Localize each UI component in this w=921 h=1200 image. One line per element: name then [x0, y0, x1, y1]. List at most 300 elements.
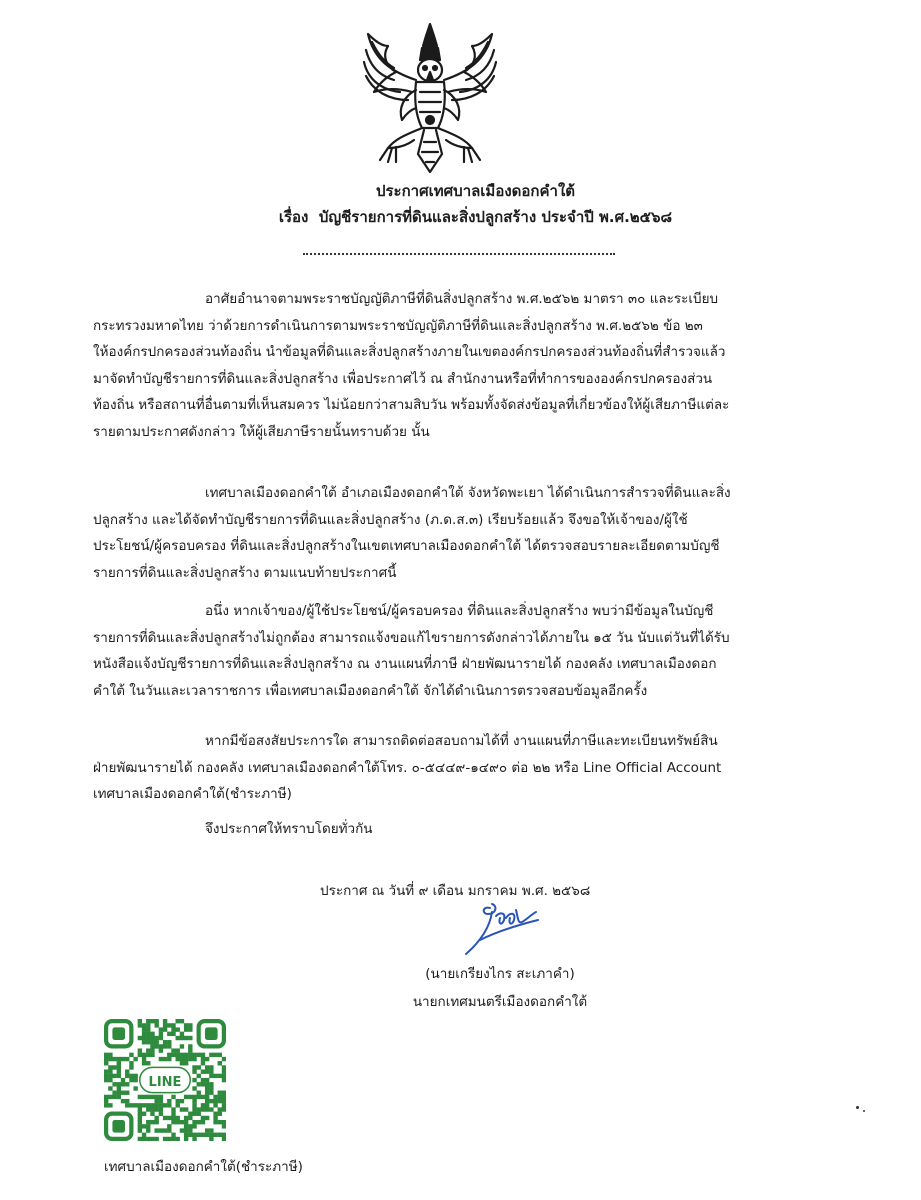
qr-module	[146, 1124, 150, 1128]
subject-text: บัญชีรายการที่ดินและสิ่งปลูกสร้าง ประจำปี พ.ศ.๒๕๖๘	[318, 208, 673, 226]
qr-module	[163, 1116, 167, 1120]
qr-module	[192, 1065, 196, 1069]
qr-module	[167, 1057, 171, 1061]
qr-module	[222, 1078, 226, 1082]
announcement-header	[0, 178, 921, 230]
qr-module	[129, 1078, 133, 1082]
qr-module	[222, 1074, 226, 1078]
qr-module	[205, 1057, 209, 1061]
garuda-emblem-icon	[352, 20, 508, 180]
qr-module	[129, 1065, 133, 1069]
qr-module	[163, 1137, 167, 1141]
qr-module	[222, 1120, 226, 1124]
qr-module	[205, 1086, 209, 1090]
qr-module	[197, 1133, 201, 1137]
qr-module	[205, 1091, 209, 1095]
qr-module	[159, 1099, 163, 1103]
qr-module	[150, 1095, 154, 1099]
qr-module	[125, 1091, 129, 1095]
qr-module	[205, 1103, 209, 1107]
qr-module	[150, 1137, 154, 1141]
qr-module	[218, 1095, 222, 1099]
qr-module	[180, 1099, 184, 1103]
qr-module	[129, 1061, 133, 1065]
qr-module	[138, 1023, 142, 1027]
qr-module	[163, 1040, 167, 1044]
qr-module	[167, 1023, 171, 1027]
qr-module	[159, 1128, 163, 1132]
qr-module	[159, 1027, 163, 1031]
qr-module	[192, 1057, 196, 1061]
qr-module	[159, 1044, 163, 1048]
qr-module	[117, 1065, 121, 1069]
qr-module	[201, 1107, 205, 1111]
announcement-date: ประกาศ ณ วันที่ ๙ เดือน มกราคม พ.ศ. ๒๕๖๘	[320, 883, 591, 899]
qr-module	[180, 1061, 184, 1065]
qr-module	[188, 1053, 192, 1057]
qr-module	[184, 1137, 188, 1141]
qr-module	[146, 1027, 150, 1031]
qr-module	[138, 1107, 142, 1111]
qr-module	[142, 1133, 146, 1137]
qr-module	[222, 1065, 226, 1069]
qr-module	[176, 1099, 180, 1103]
qr-module	[142, 1036, 146, 1040]
qr-module	[197, 1082, 201, 1086]
qr-module	[184, 1128, 188, 1132]
qr-module	[209, 1133, 213, 1137]
qr-module	[104, 1095, 108, 1099]
qr-module	[176, 1103, 180, 1107]
qr-module	[117, 1095, 121, 1099]
qr-module	[188, 1112, 192, 1116]
qr-module	[163, 1103, 167, 1107]
paragraph-authority	[93, 286, 823, 445]
qr-module	[146, 1061, 150, 1065]
qr-module	[176, 1137, 180, 1141]
qr-module	[197, 1091, 201, 1095]
qr-module	[150, 1112, 154, 1116]
qr-module	[209, 1091, 213, 1095]
qr-module	[209, 1053, 213, 1057]
paragraph-line: ปลูกสร้าง และได้จัดทำบัญชีรายการที่ดินและสิ่งปลูกสร้าง (ภ.ด.ส.๓) เรียบร้อยแล้ว จึงขอให้เจ้าของ/ผู้ใช้	[93, 511, 688, 528]
qr-module	[108, 1057, 112, 1061]
qr-module	[201, 1116, 205, 1120]
qr-module	[142, 1061, 146, 1065]
qr-module	[222, 1103, 226, 1107]
qr-module	[197, 1095, 201, 1099]
qr-module	[222, 1124, 226, 1128]
paragraph-line: ฝ่ายพัฒนารายได้ กองคลัง เทศบาลเมืองดอกคำใต้โทร. ๐-๕๔๔๙-๑๔๙๐ ต่อ ๒๒ หรือ Line Official Account	[93, 759, 722, 776]
qr-module	[184, 1036, 188, 1040]
qr-module	[125, 1069, 129, 1073]
qr-module	[154, 1137, 158, 1141]
qr-module	[180, 1128, 184, 1132]
paragraph-line: เทศบาลเมืองดอกคำใต้(ชำระภาษี)	[93, 786, 292, 802]
qr-module	[176, 1036, 180, 1040]
qr-module	[112, 1091, 116, 1095]
qr-module	[192, 1086, 196, 1090]
qr-module	[138, 1128, 142, 1132]
qr-module	[188, 1048, 192, 1052]
qr-module	[197, 1053, 201, 1057]
qr-module	[146, 1023, 150, 1027]
qr-module	[154, 1128, 158, 1132]
qr-module	[180, 1032, 184, 1036]
paragraph-survey	[93, 480, 823, 586]
qr-module	[167, 1040, 171, 1044]
qr-module	[213, 1112, 217, 1116]
qr-module	[184, 1027, 188, 1031]
qr-module	[201, 1133, 205, 1137]
qr-module	[146, 1107, 150, 1111]
qr-module	[150, 1053, 154, 1057]
qr-module	[201, 1061, 205, 1065]
qr-module	[209, 1074, 213, 1078]
qr-module	[205, 1082, 209, 1086]
qr-module	[209, 1107, 213, 1111]
qr-module	[218, 1107, 222, 1111]
qr-module	[154, 1023, 158, 1027]
qr-module	[112, 1065, 116, 1069]
qr-module	[192, 1069, 196, 1073]
qr-module	[121, 1099, 125, 1103]
paragraph-line: รายการที่ดินและสิ่งปลูกสร้างไม่ถูกต้อง สามารถแจ้งขอแก้ไขรายการดังกล่าวได้ภายใน ๑๕ วัน นับแต่วันที่ได้รับ	[93, 629, 730, 646]
qr-module	[197, 1112, 201, 1116]
qr-module	[184, 1120, 188, 1124]
qr-module	[142, 1095, 146, 1099]
qr-module	[138, 1120, 142, 1124]
scan-speck	[856, 1106, 859, 1109]
qr-module	[176, 1116, 180, 1120]
qr-module	[167, 1128, 171, 1132]
qr-module	[133, 1078, 137, 1082]
qr-module	[150, 1120, 154, 1124]
qr-module	[159, 1036, 163, 1040]
qr-module	[142, 1112, 146, 1116]
qr-module	[213, 1095, 217, 1099]
qr-module	[184, 1124, 188, 1128]
qr-module	[180, 1053, 184, 1057]
qr-module	[150, 1036, 154, 1040]
qr-module	[201, 1120, 205, 1124]
qr-module	[201, 1082, 205, 1086]
qr-module	[117, 1061, 121, 1065]
qr-module	[154, 1099, 158, 1103]
qr-module	[108, 1086, 112, 1090]
qr-module	[180, 1107, 184, 1111]
qr-module	[192, 1053, 196, 1057]
qr-module	[171, 1137, 175, 1141]
paragraph-line: รายตามประกาศดังกล่าว ให้ผู้เสียภาษีรายนั้นทราบด้วย นั้น	[93, 423, 430, 440]
qr-module	[104, 1078, 108, 1082]
paragraph-line: คำใต้ ในวันและเวลาราชการ เพื่อเทศบาลเมืองดอกคำใต้ จักได้ดำเนินการตรวจสอบข้อมูลอีกครั้ง	[93, 682, 648, 699]
qr-module	[154, 1095, 158, 1099]
qr-module	[213, 1120, 217, 1124]
qr-module	[112, 1095, 116, 1099]
paragraph-line: รายการที่ดินและสิ่งปลูกสร้าง ตามแนบท้ายประกาศนี้	[93, 564, 397, 581]
qr-module	[188, 1133, 192, 1137]
qr-module	[108, 1078, 112, 1082]
qr-module	[150, 1032, 154, 1036]
qr-module	[146, 1019, 150, 1023]
qr-module	[192, 1133, 196, 1137]
qr-module	[188, 1124, 192, 1128]
qr-module	[213, 1053, 217, 1057]
qr-module	[222, 1095, 226, 1099]
qr-module	[117, 1057, 121, 1061]
qr-module	[222, 1107, 226, 1111]
qr-module	[167, 1116, 171, 1120]
paragraph-line: อนึ่ง หากเจ้าของ/ผู้ใช้ประโยชน์/ผู้ครอบครอง ที่ดินและสิ่งปลูกสร้าง พบว่ามีข้อมูลในบัญชี	[205, 603, 714, 619]
qr-module	[108, 1103, 112, 1107]
qr-module	[167, 1032, 171, 1036]
qr-module	[180, 1036, 184, 1040]
qr-module	[180, 1120, 184, 1124]
qr-module	[213, 1103, 217, 1107]
qr-module	[104, 1053, 108, 1057]
qr-module	[192, 1107, 196, 1111]
qr-module	[184, 1061, 188, 1065]
qr-module	[117, 1086, 121, 1090]
paragraph-line: กระทรวงมหาดไทย ว่าด้วยการดำเนินการตามพระราชบัญญัติภาษีที่ดินและสิ่งปลูกสร้าง พ.ศ.๒๕๖๒ ข้อ ๒๓	[93, 317, 703, 334]
qr-module	[218, 1099, 222, 1103]
qr-module	[108, 1074, 112, 1078]
qr-module	[163, 1023, 167, 1027]
qr-module	[205, 1069, 209, 1073]
qr-module	[171, 1116, 175, 1120]
paragraph-line: หนังสือแจ้งบัญชีรายการที่ดินและสิ่งปลูกสร้าง ณ งานแผนที่ภาษี ฝ่ายพัฒนารายได้ กองคลัง เทศบาลเมืองดอก	[93, 656, 717, 672]
qr-module	[197, 1065, 201, 1069]
qr-module	[146, 1048, 150, 1052]
qr-module	[142, 1023, 146, 1027]
qr-module	[138, 1019, 142, 1023]
qr-module	[104, 1057, 108, 1061]
qr-module	[125, 1057, 129, 1061]
qr-module	[150, 1103, 154, 1107]
qr-module	[150, 1040, 154, 1044]
qr-module	[121, 1057, 125, 1061]
qr-module	[133, 1103, 137, 1107]
qr-module	[133, 1057, 137, 1061]
qr-module	[163, 1019, 167, 1023]
qr-finder-center	[112, 1027, 125, 1040]
qr-module	[171, 1112, 175, 1116]
paragraph-line: ท้องถิ่น หรือสถานที่อื่นตามที่เห็นสมควร ไม่น้อยกว่าสามสิบวัน พร้อมทั้งจัดส่งข้อมูลที่เกี่ยวข้องให้ผู้เสียภาษีแต่ละ	[93, 397, 730, 413]
qr-module	[201, 1103, 205, 1107]
qr-module	[167, 1044, 171, 1048]
qr-module	[129, 1074, 133, 1078]
closing-statement: จึงประกาศให้ทราบโดยทั่วกัน	[205, 821, 373, 837]
paragraph-line: ประโยชน์/ผู้ครอบครอง ที่ดินและสิ่งปลูกสร้างในเขตเทศบาลเมืองดอกคำใต้ ได้ตรวจสอบรายละเอียดตามบัญชี	[93, 538, 720, 554]
qr-module	[167, 1137, 171, 1141]
qr-module	[222, 1137, 226, 1141]
qr-module	[171, 1027, 175, 1031]
paragraph-line: มาจัดทำบัญชีรายการที่ดินและสิ่งปลูกสร้าง เพื่อประกาศไว้ ณ สำนักงานหรือที่ทำการขององค์กรปกครองส่วน	[93, 370, 713, 387]
qr-module	[188, 1027, 192, 1031]
qr-module	[171, 1053, 175, 1057]
qr-module	[171, 1133, 175, 1137]
qr-module	[188, 1036, 192, 1040]
qr-module	[192, 1124, 196, 1128]
qr-module	[201, 1053, 205, 1057]
qr-module	[171, 1095, 175, 1099]
qr-module	[142, 1057, 146, 1061]
qr-module	[188, 1128, 192, 1132]
qr-module	[218, 1091, 222, 1095]
line-logo-text: LINE	[148, 1074, 182, 1090]
qr-module	[222, 1057, 226, 1061]
qr-module	[146, 1040, 150, 1044]
qr-module	[117, 1091, 121, 1095]
qr-module	[163, 1044, 167, 1048]
qr-module	[150, 1048, 154, 1052]
qr-module	[138, 1116, 142, 1120]
qr-module	[138, 1095, 142, 1099]
qr-module	[146, 1103, 150, 1107]
scan-speck	[863, 1110, 865, 1112]
line-qr-code	[104, 1019, 226, 1141]
qr-module	[142, 1124, 146, 1128]
qr-module	[180, 1019, 184, 1023]
qr-module	[176, 1027, 180, 1031]
qr-module	[121, 1082, 125, 1086]
qr-module	[205, 1065, 209, 1069]
qr-module	[112, 1057, 116, 1061]
qr-module	[171, 1023, 175, 1027]
qr-module	[197, 1120, 201, 1124]
qr-module	[209, 1065, 213, 1069]
qr-module	[209, 1137, 213, 1141]
qr-module	[184, 1133, 188, 1137]
qr-module	[192, 1112, 196, 1116]
paragraph-contact	[93, 728, 823, 808]
qr-module	[222, 1091, 226, 1095]
qr-module	[205, 1099, 209, 1103]
qr-module	[176, 1057, 180, 1061]
qr-module	[154, 1044, 158, 1048]
qr-module	[150, 1044, 154, 1048]
qr-module	[163, 1128, 167, 1132]
qr-module	[184, 1095, 188, 1099]
qr-caption: เทศบาลเมืองดอกคำใต้(ชำระภาษี)	[104, 1159, 303, 1175]
qr-module	[188, 1057, 192, 1061]
qr-module	[117, 1074, 121, 1078]
qr-module	[205, 1095, 209, 1099]
qr-module	[138, 1048, 142, 1052]
qr-module	[201, 1078, 205, 1082]
qr-module	[176, 1053, 180, 1057]
qr-module	[146, 1128, 150, 1132]
qr-module	[142, 1027, 146, 1031]
qr-module	[184, 1023, 188, 1027]
qr-module	[150, 1019, 154, 1023]
qr-module	[188, 1044, 192, 1048]
qr-module	[171, 1107, 175, 1111]
qr-module	[197, 1074, 201, 1078]
signer-name: (นายเกรียงไกร สะเภาคำ)	[425, 966, 575, 982]
qr-module	[205, 1128, 209, 1132]
qr-module	[154, 1116, 158, 1120]
qr-module	[213, 1099, 217, 1103]
paragraph-line: อาศัยอำนาจตามพระราชบัญญัติภาษีที่ดินสิ่งปลูกสร้าง พ.ศ.๒๕๖๒ มาตรา ๓๐ และระเบียบ	[205, 291, 719, 307]
qr-module	[125, 1082, 129, 1086]
qr-module	[201, 1069, 205, 1073]
qr-module	[209, 1099, 213, 1103]
qr-module	[125, 1074, 129, 1078]
qr-module	[167, 1124, 171, 1128]
qr-module	[104, 1069, 108, 1073]
qr-module	[150, 1107, 154, 1111]
qr-module	[125, 1099, 129, 1103]
qr-module	[213, 1074, 217, 1078]
qr-module	[112, 1082, 116, 1086]
dotted-divider	[303, 253, 615, 255]
qr-module	[121, 1078, 125, 1082]
qr-module	[188, 1116, 192, 1120]
qr-module	[209, 1128, 213, 1132]
qr-module	[171, 1048, 175, 1052]
signer-title: นายกเทศมนตรีเมืองดอกคำใต้	[412, 994, 588, 1010]
subject-prefix: เรื่อง	[278, 208, 309, 226]
qr-module	[188, 1023, 192, 1027]
qr-module	[104, 1074, 108, 1078]
announcement-title: ประกาศเทศบาลเมืองดอกคำใต้	[375, 182, 576, 200]
qr-module	[184, 1057, 188, 1061]
qr-module	[163, 1027, 167, 1031]
qr-module	[104, 1103, 108, 1107]
qr-module	[218, 1053, 222, 1057]
qr-module	[167, 1053, 171, 1057]
qr-module	[167, 1099, 171, 1103]
qr-module	[192, 1137, 196, 1141]
qr-module	[138, 1124, 142, 1128]
paragraph-line: เทศบาลเมืองดอกคำใต้ อำเภอเมืองดอกคำใต้ จังหวัดพะเยา ได้ดำเนินการสำรวจที่ดินและสิ่ง	[205, 485, 731, 501]
qr-module	[197, 1107, 201, 1111]
qr-module	[154, 1019, 158, 1023]
qr-module	[176, 1019, 180, 1023]
qr-module	[180, 1044, 184, 1048]
qr-module	[104, 1099, 108, 1103]
qr-module	[192, 1095, 196, 1099]
qr-module	[205, 1133, 209, 1137]
handwritten-signature	[452, 900, 542, 960]
qr-module	[159, 1107, 163, 1111]
qr-module	[154, 1120, 158, 1124]
qr-module	[180, 1057, 184, 1061]
qr-module	[154, 1107, 158, 1111]
qr-module	[218, 1120, 222, 1124]
qr-module	[222, 1133, 226, 1137]
qr-module	[167, 1103, 171, 1107]
qr-module	[117, 1082, 121, 1086]
paragraph-line: ให้องค์กรปกครองส่วนท้องถิ่น นำข้อมูลที่ดินและสิ่งปลูกสร้างภายในเขตองค์กรปกครองส่วนท้องถิ่นที่สำรวจแล้ว	[93, 344, 726, 360]
qr-module	[154, 1036, 158, 1040]
qr-module	[209, 1082, 213, 1086]
announcement-subject-line	[30, 204, 921, 230]
qr-module	[205, 1078, 209, 1082]
qr-module	[133, 1086, 137, 1090]
qr-module	[192, 1103, 196, 1107]
qr-finder-center	[112, 1120, 125, 1133]
qr-module	[142, 1053, 146, 1057]
qr-module	[213, 1116, 217, 1120]
qr-module	[184, 1107, 188, 1111]
qr-module	[125, 1103, 129, 1107]
paragraph-correction	[93, 598, 823, 704]
qr-module	[176, 1048, 180, 1052]
qr-module	[213, 1133, 217, 1137]
